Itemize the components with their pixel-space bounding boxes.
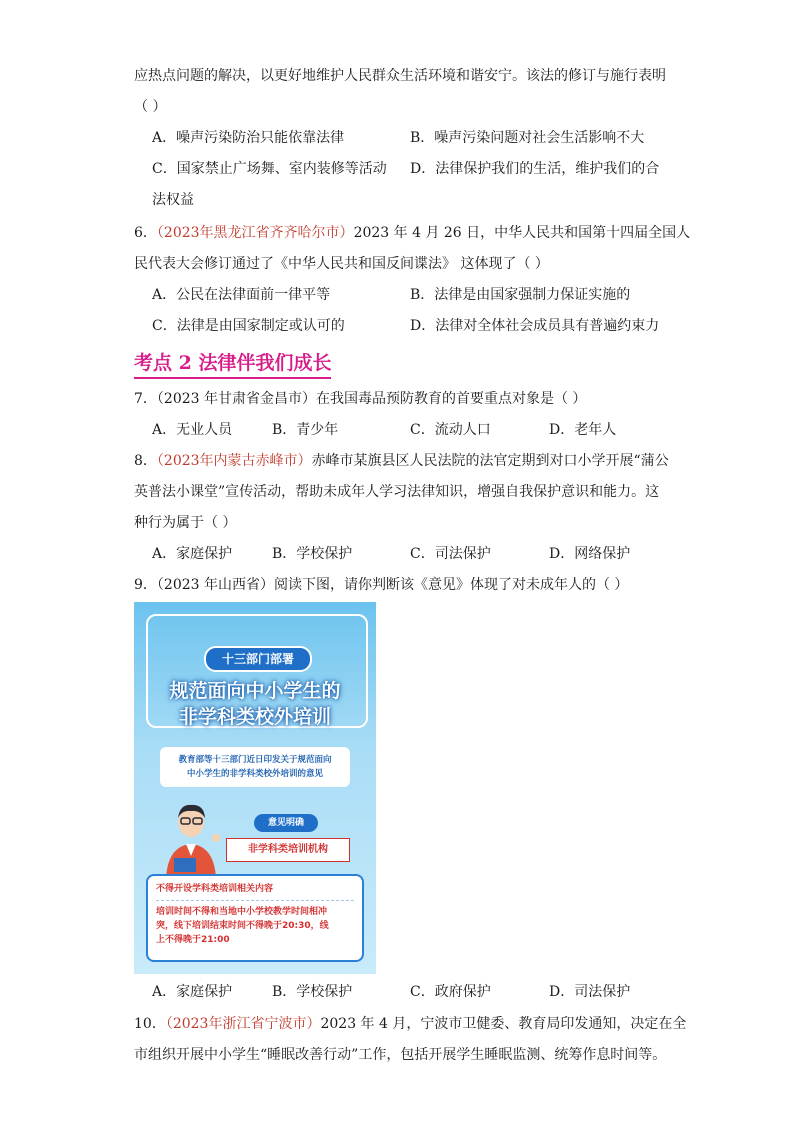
q6-option-d[interactable]: D．法律对全体社会成员具有普遍约束力 — [410, 318, 660, 334]
q8-stem-line-3: 种行为属于（ ） — [134, 515, 237, 531]
q6-source: （2023年黑龙江省齐齐哈尔市） — [156, 225, 354, 241]
poster-rules-box — [146, 874, 364, 962]
q7-option-d[interactable]: D．老年人 — [549, 422, 617, 438]
q8-number: 8． — [134, 453, 157, 469]
poster-rule-2-line-2: 突，线下培训结束时间不得晚于20:30，线 — [156, 921, 329, 931]
q6-stem-line-2: 民代表大会修订通过了《中华人民共和国反间谍法》 这体现了（ ） — [134, 256, 549, 272]
q8-option-a[interactable]: A．家庭保护 — [152, 546, 233, 562]
q5-option-a[interactable]: A．噪声污染防治只能依靠法律 — [152, 130, 345, 146]
q10-stem-line-2: 市组织开展中小学生“睡眠改善行动”工作，包括开展学生睡眠监测、统筹作息时间等。 — [134, 1047, 667, 1063]
q8-source: （2023年内蒙古赤峰市） — [156, 453, 312, 469]
poster-tag: 十三部门部署 — [204, 646, 312, 672]
q8-option-d[interactable]: D．网络保护 — [549, 546, 631, 562]
poster-headline-2: 非学科类校外培训 — [178, 706, 331, 728]
q9-stem: 9．（2023 年山西省）阅读下图，请你判断该《意见》体现了对未成年人的（ ） — [134, 577, 629, 593]
poster-badge: 意见明确 — [254, 814, 318, 832]
poster-rule-divider — [156, 900, 354, 901]
q9-option-c[interactable]: C．政府保护 — [410, 984, 491, 1000]
q5-option-b[interactable]: B．噪声污染问题对社会生活影响不大 — [410, 130, 645, 146]
q8-option-c[interactable]: C．司法保护 — [410, 546, 491, 562]
teacher-illustration-icon — [160, 798, 222, 878]
q6-stem-text: 2023 年 4 月 26 日，中华人民共和国第十四届全国人 — [353, 225, 691, 241]
q5-option-d[interactable]: D．法律保护我们的生活，维护我们的合 — [410, 161, 660, 177]
poster-rule-2-line-1: 培训时间不得和当地中小学校教学时间相冲 — [156, 907, 328, 917]
q7-stem: 7．（2023 年甘肃省金昌市）在我国毒品预防教育的首要重点对象是（ ） — [134, 391, 587, 407]
section-title: 考点 2 法律伴我们成长 — [134, 350, 331, 379]
poster-intro-band — [160, 747, 350, 787]
q6-option-a[interactable]: A．公民在法律面前一律平等 — [152, 287, 331, 303]
q8-stem-text: 赤峰市某旗县区人民法院的法官定期到对口小学开展“蒲公 — [311, 453, 669, 469]
q7-option-a[interactable]: A．无业人员 — [152, 422, 233, 438]
q5-stem: 应热点问题的解决，以更好地维护人民群众生活环境和谐安宁。该法的修订与施行表明 — [134, 68, 666, 84]
q6-stem-line-1 — [134, 223, 690, 243]
q6-option-b[interactable]: B．法律是由国家强制力保证实施的 — [410, 287, 631, 303]
q8-stem-line-1 — [134, 451, 669, 471]
q6-option-c[interactable]: C．法律是由国家制定或认可的 — [152, 318, 345, 334]
q6-number: 6． — [134, 225, 157, 241]
q10-stem-text: 2023 年 4 月，宁波市卫健委、教育局印发通知，决定在全 — [320, 1016, 687, 1032]
q8-option-b[interactable]: B．学校保护 — [272, 546, 353, 562]
poster-intro-line-2: 中小学生的非学科类校外培训的意见 — [186, 769, 323, 779]
q10-stem-line-1 — [134, 1014, 686, 1034]
poster-rule-1: 不得开设学科类培训相关内容 — [156, 884, 274, 894]
q10-number: 10． — [134, 1016, 166, 1032]
policy-poster-image — [134, 602, 376, 974]
q8-stem-line-2: 英普法小课堂”宣传活动，帮助未成年人学习法律知识，增强自我保护意识和能力。这 — [134, 484, 660, 500]
poster-headline-1: 规范面向中小学生的 — [169, 680, 341, 702]
poster-org-label: 非学科类培训机构 — [226, 838, 350, 862]
q5-option-d-cont: 法权益 — [152, 192, 194, 208]
q9-option-b[interactable]: B．学校保护 — [272, 984, 353, 1000]
q7-option-c[interactable]: C．流动人口 — [410, 422, 491, 438]
q7-option-b[interactable]: B．青少年 — [272, 422, 339, 438]
q9-option-d[interactable]: D．司法保护 — [549, 984, 631, 1000]
poster-rule-2-line-3: 上不得晚于21:00 — [156, 935, 230, 945]
q10-source: （2023年浙江省宁波市） — [165, 1016, 321, 1032]
q9-option-a[interactable]: A．家庭保护 — [152, 984, 233, 1000]
q5-answer-bracket: （ ） — [134, 99, 167, 115]
poster-intro-line-1: 教育部等十三部门近日印发关于规范面向 — [178, 755, 332, 765]
q5-option-c[interactable]: C．国家禁止广场舞、室内装修等活动 — [152, 161, 387, 177]
